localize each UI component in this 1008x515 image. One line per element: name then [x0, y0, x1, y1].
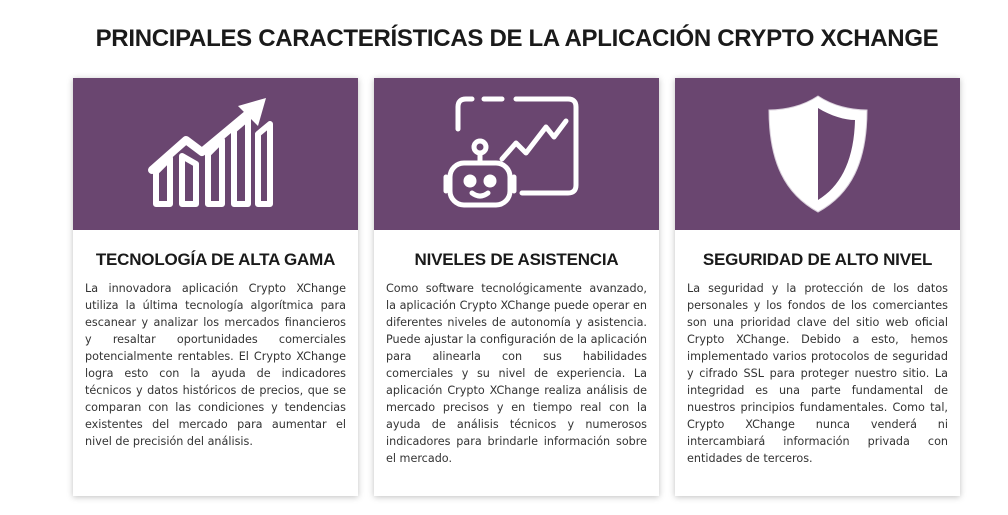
shield-icon — [763, 92, 873, 216]
card-body: La innovadora aplicación Crypto XChange utiliza la última tecnología algorítmica para escanear y analizar los mercados financieros y resaltar oportunidades comerciales potencialmente rentables. El Crypto XChange logra esto con la ayuda de indicadores técnicos y datos históricos de precios, que se comparan con las condiciones y tendencias existentes del mercado para aumentar el nivel de precisión del análisis. — [85, 282, 346, 448]
growth-chart-icon — [146, 94, 286, 214]
card-body: La seguridad y la protección de los datos personales y los fondos de los comerciantes son una prioridad clave del sitio web oficial Crypto XChange. Debido a esto, hemos implementado varios protocolos de seguridad y cifrado SSL para proteger nuestro sitio. La integridad es una parte fundamental de nuestros principios fundamentales. Como tal, Crypto XChange nunca venderá ni intercambiará información privada con entidades de terceros. — [687, 282, 948, 465]
page-title: PRINCIPALES CARACTERÍSTICAS DE LA APLICACIÓN CRYPTO XCHANGE — [95, 25, 939, 52]
card-hero — [73, 78, 358, 230]
robot-screen-icon — [442, 93, 592, 215]
card-body: Como software tecnológicamente avanzado, la aplicación Crypto XChange puede operar en diferentes niveles de autonomía y asistencia. Puede ajustar la configuración de la aplicación para alinearla con sus habilidades comerciales y su nivel de experiencia. La aplicación Crypto XChange realiza análisis de mercado precisos y en tiempo real con la ayuda de análisis técnicos y numerosos indicadores para brindarle información sobre el mercado. — [386, 282, 647, 465]
card-hero — [675, 78, 960, 230]
feature-card-technology — [73, 78, 358, 496]
card-hero — [374, 78, 659, 230]
feature-card-assistance — [374, 78, 659, 496]
feature-card-security — [675, 78, 960, 496]
card-title: SEGURIDAD DE ALTO NIVEL — [702, 250, 933, 269]
card-title: NIVELES DE ASISTENCIA — [414, 250, 619, 269]
card-title: TECNOLOGÍA DE ALTA GAMA — [95, 250, 336, 269]
